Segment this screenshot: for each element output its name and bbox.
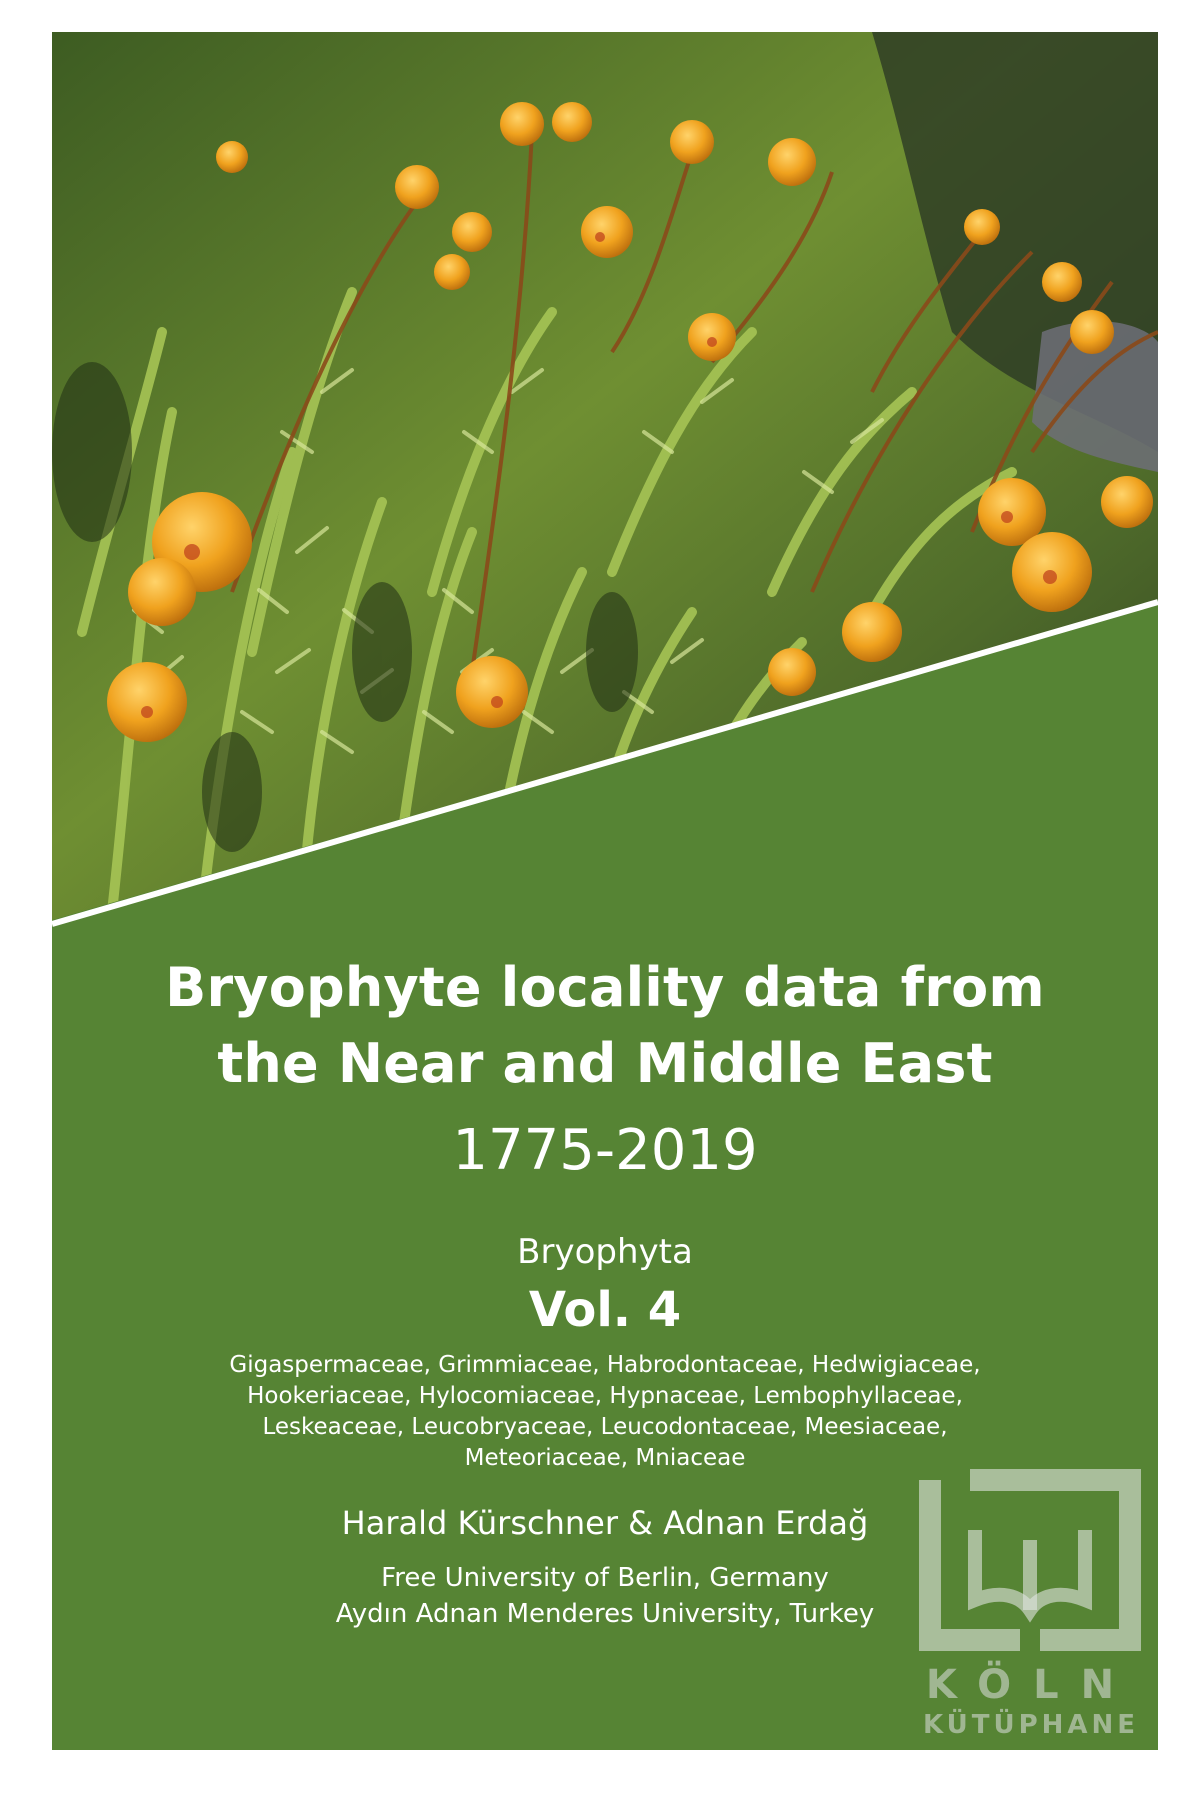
families-list <box>52 1350 1158 1474</box>
families-line: Hookeriaceae, Hylocomiaceae, Hypnaceae, Lembophyllaceae, <box>247 1383 963 1409</box>
book-series: Bryophyta <box>517 1232 693 1272</box>
author-affiliations <box>52 1560 1158 1632</box>
affiliation-line: Aydın Adnan Menderes University, Turkey <box>335 1599 875 1629</box>
watermark-word-bottom: KÜTÜPHANE <box>922 1710 1140 1740</box>
families-line: Meteoriaceae, Mniaceae <box>464 1445 746 1471</box>
cover-text <box>52 950 1158 1632</box>
affiliation-line: Free University of Berlin, Germany <box>381 1563 829 1593</box>
book-cover <box>52 32 1158 1750</box>
book-authors: Harald Kürschner & Adnan Erdağ <box>341 1504 869 1542</box>
families-line: Leskeaceae, Leucobryaceae, Leucodontaceae, Meesiaceae, <box>262 1414 948 1440</box>
book-title <box>52 950 1158 1102</box>
book-title-line1: Bryophyte locality data from <box>165 956 1045 1019</box>
book-years: 1775-2019 <box>452 1118 758 1183</box>
families-line: Gigaspermaceae, Grimmiaceae, Habrodontaceae, Hedwigiaceae, <box>229 1352 981 1378</box>
book-volume: Vol. 4 <box>528 1282 682 1338</box>
cover-photo-moss <box>52 32 1158 932</box>
watermark-word-top: KÖLN <box>925 1662 1137 1708</box>
book-title-line2: the Near and Middle East <box>217 1032 993 1095</box>
